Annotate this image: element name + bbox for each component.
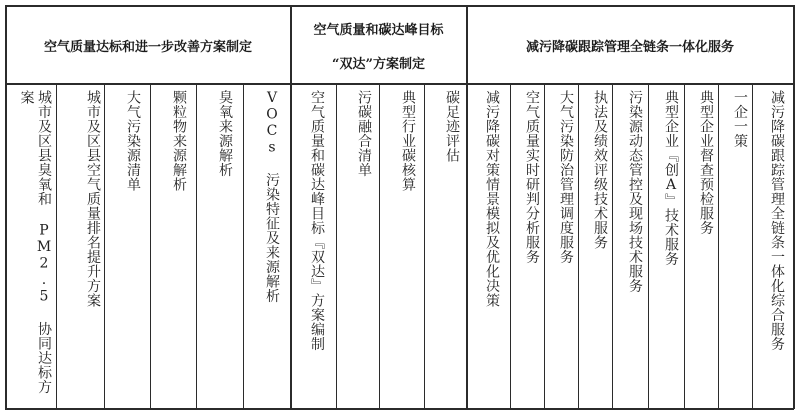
- column-divider: [578, 84, 579, 408]
- item-pollution-carbon-inventory: 污碳融合清单: [356, 90, 372, 177]
- group-divider-2: [466, 5, 468, 409]
- item-ozone-source-apportionment: 臭氧来源解析: [217, 90, 233, 177]
- item-prevention-dispatch: 大气污染防治管理调度服务: [558, 90, 574, 264]
- column-divider: [336, 84, 337, 408]
- column-divider: [612, 84, 613, 408]
- column-divider: [196, 84, 197, 408]
- column-divider: [243, 84, 244, 408]
- column-divider: [56, 84, 57, 408]
- column-divider: [424, 84, 425, 408]
- item-ozone-pm25-attainment-plan: 城市及区县臭氧和 PM2.5 协同达标方案: [18, 90, 52, 394]
- group-title-dual-target-line-2: “双达”方案制定: [332, 57, 425, 72]
- group-title-dual-target-line-1: 空气质量和碳达峰目标: [313, 23, 444, 38]
- item-vocs-characteristics: VOCs 污染特征及来源解析: [264, 90, 280, 303]
- item-enforcement-rating: 执法及绩效评级技术服务: [592, 90, 608, 250]
- bottom-border: [5, 408, 794, 410]
- item-pm-source-apportionment: 颗粒物来源解析: [171, 90, 187, 192]
- column-divider: [510, 84, 511, 408]
- top-border: [5, 5, 794, 7]
- item-dynamic-control: 污染源动态管控及现场技术服务: [627, 90, 643, 293]
- item-one-enterprise-one-policy: 一企一策: [732, 90, 748, 148]
- item-carbon-footprint: 碳足迹评估: [444, 90, 460, 163]
- column-divider: [648, 84, 649, 408]
- column-divider: [150, 84, 151, 408]
- item-industry-carbon-accounting: 典型行业碳核算: [400, 90, 416, 192]
- header-divider: [5, 83, 794, 85]
- item-full-chain-service: 减污降碳跟踪管理全链条一体化综合服务: [769, 90, 785, 351]
- item-dual-target-plan: 空气质量和碳达峰目标『双达』方案编制: [309, 90, 325, 351]
- column-divider: [379, 84, 380, 408]
- right-border: [793, 5, 795, 409]
- item-emission-inventory: 大气污染源清单: [125, 90, 141, 192]
- column-divider: [718, 84, 719, 408]
- column-divider: [752, 84, 753, 408]
- column-divider: [104, 84, 105, 408]
- column-divider: [684, 84, 685, 408]
- item-inspection-precheck: 典型企业督查预检服务: [698, 90, 714, 235]
- group-title-air-quality-attainment: 空气质量达标和进一步改善方案制定: [43, 40, 252, 55]
- item-real-time-analysis: 空气质量实时研判分析服务: [524, 90, 540, 264]
- item-scenario-simulation: 减污降碳对策情景模拟及优化决策: [484, 90, 500, 308]
- group-title-pollution-carbon-service: 减污降碳跟踪管理全链条一体化服务: [525, 40, 734, 55]
- item-create-a-service: 典型企业『创A』技术服务: [663, 90, 679, 266]
- item-air-quality-ranking-plan: 城市及区县空气质量排名提升方案: [85, 90, 101, 308]
- left-border: [5, 5, 7, 409]
- column-divider: [544, 84, 545, 408]
